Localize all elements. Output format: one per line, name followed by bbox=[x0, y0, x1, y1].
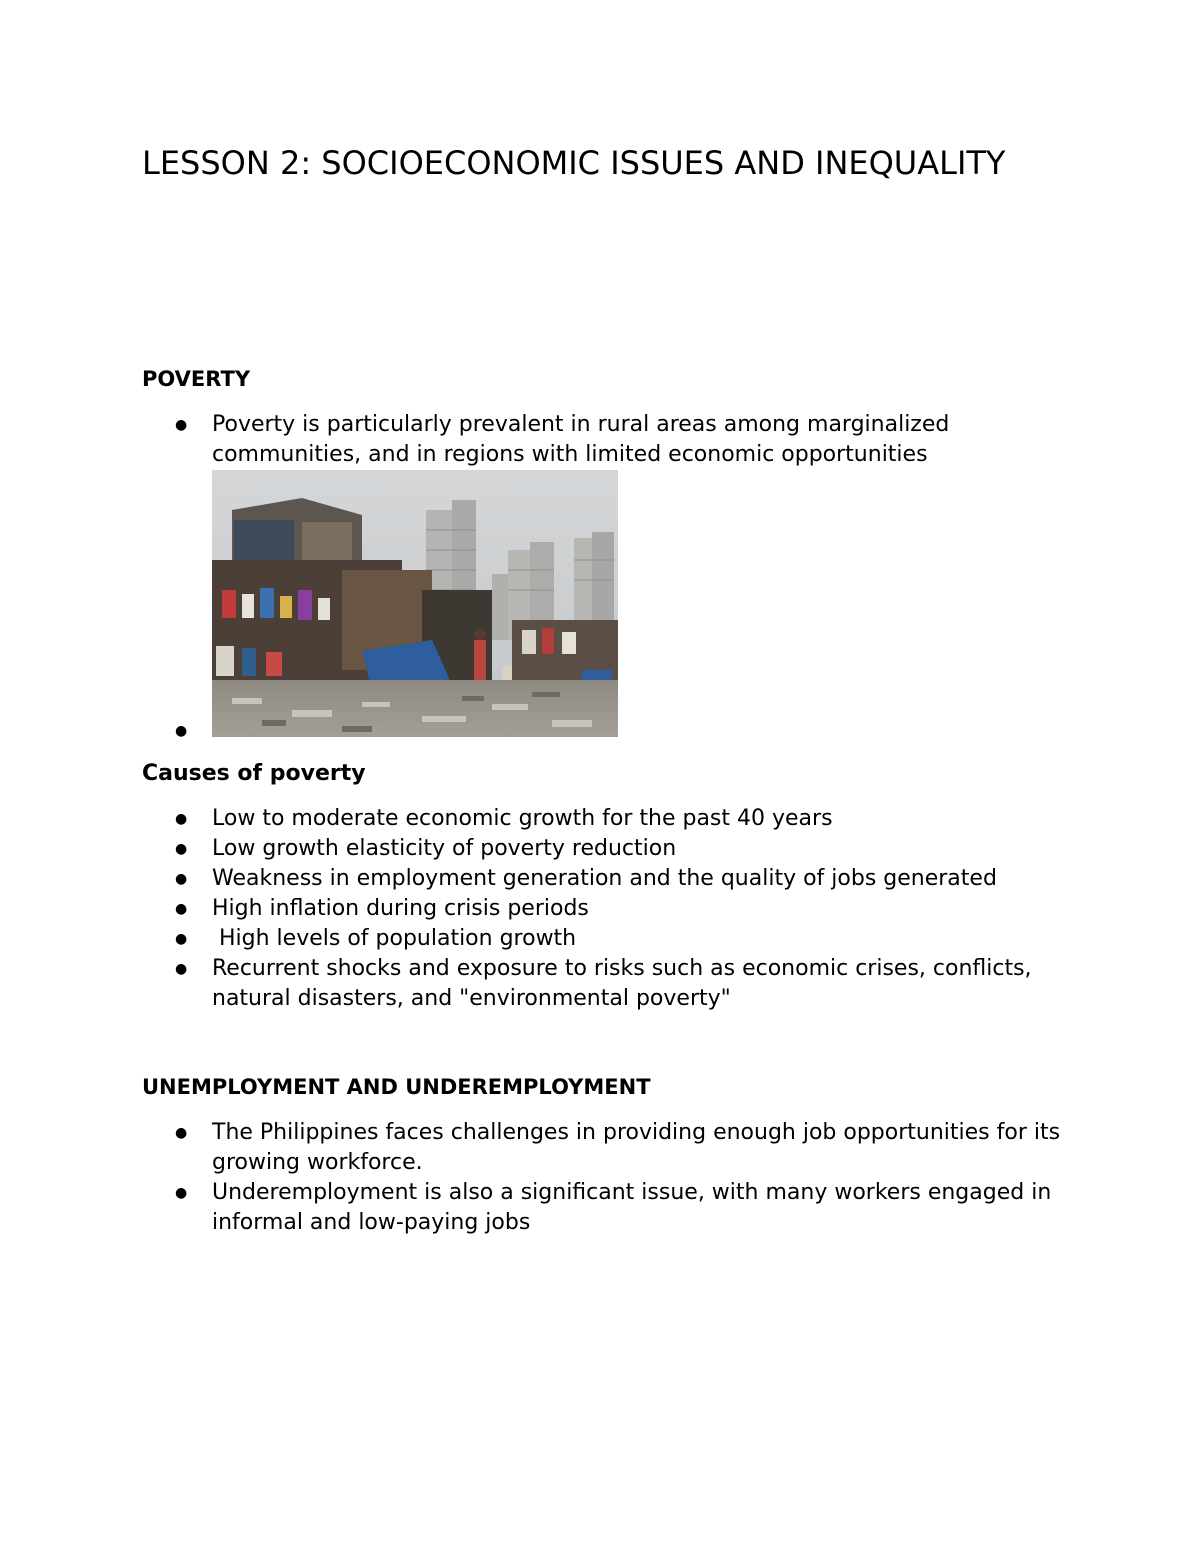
list-item: ● High levels of population growth bbox=[142, 924, 1082, 954]
causes-heading: Causes of poverty bbox=[142, 761, 366, 786]
list-item: ● Low growth elasticity of poverty reduction bbox=[142, 834, 1082, 864]
unemployment-list bbox=[142, 1118, 1082, 1238]
slum-photo bbox=[212, 470, 618, 737]
list-item: ● Underemployment is also a significant issue, with many workers engaged in informal and low-paying jobs bbox=[142, 1178, 1082, 1238]
list-item: ● High inflation during crisis periods bbox=[142, 894, 1082, 924]
list-item: ● Low to moderate economic growth for the past 40 years bbox=[142, 804, 1082, 834]
causes-list bbox=[142, 804, 1082, 1014]
list-item: ● Weakness in employment generation and the quality of jobs generated bbox=[142, 864, 1082, 894]
list-item: ● The Philippines faces challenges in providing enough job opportunities for its growing workforce. bbox=[142, 1118, 1082, 1178]
unemployment-heading: UNEMPLOYMENT AND UNDEREMPLOYMENT bbox=[142, 1075, 651, 1099]
lesson-title: LESSON 2: SOCIOECONOMIC ISSUES AND INEQUALITY bbox=[142, 144, 1006, 182]
poverty-heading: POVERTY bbox=[142, 367, 251, 391]
list-item: ● Recurrent shocks and exposure to risks such as economic crises, conflicts, natural disasters, and "environmental poverty" bbox=[142, 954, 1082, 1014]
poverty-list bbox=[142, 410, 1082, 470]
list-item: ● Poverty is particularly prevalent in rural areas among marginalized communities, and in regions with limited economic opportunities bbox=[142, 410, 1082, 470]
image-bullet-icon: ● bbox=[175, 723, 188, 739]
